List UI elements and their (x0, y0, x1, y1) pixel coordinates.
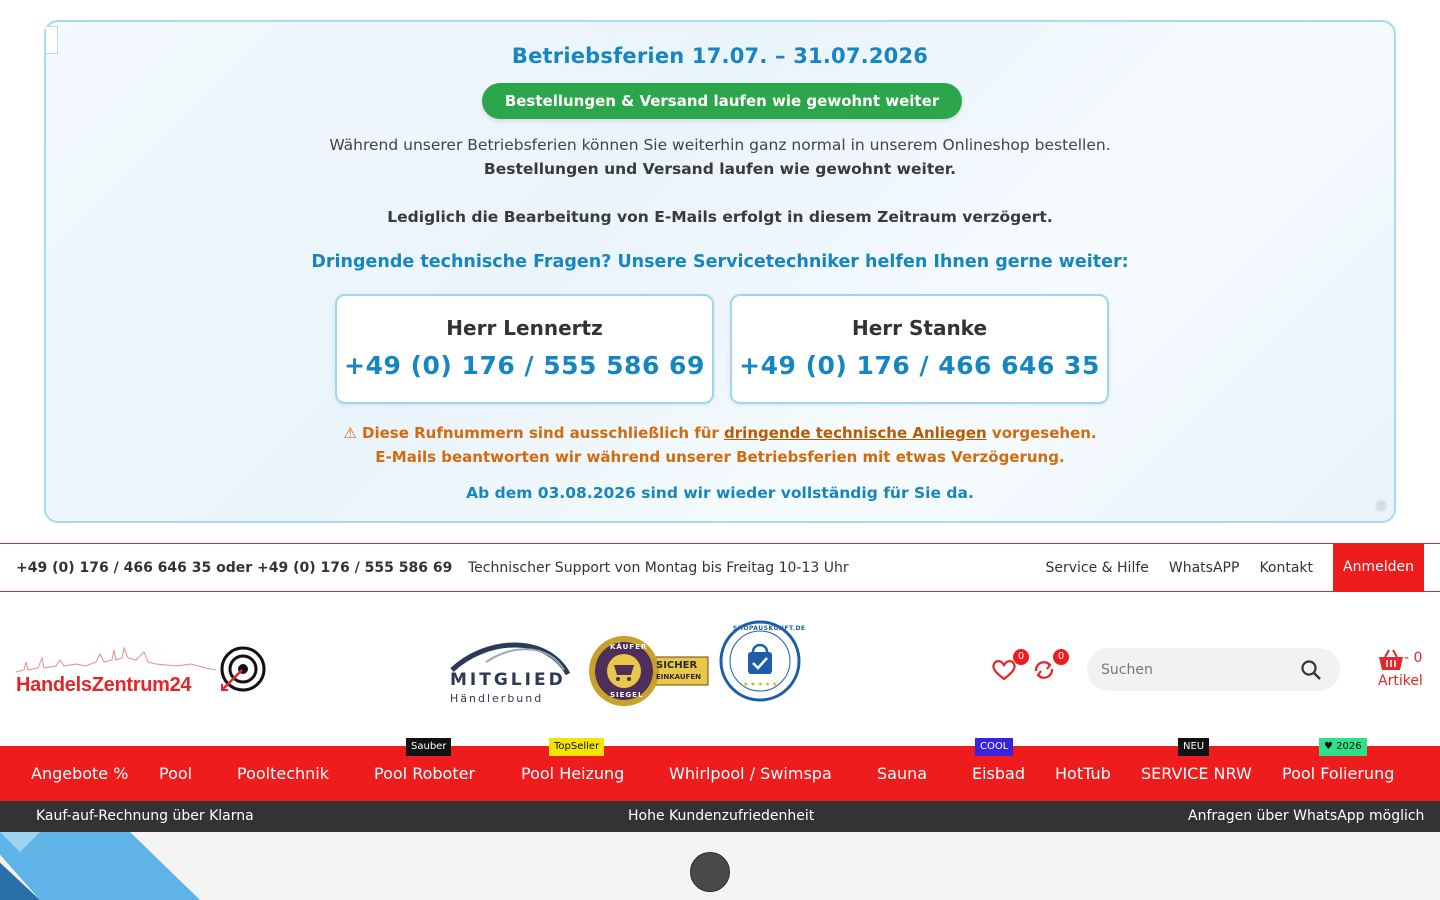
usp-satisfaction (608, 801, 814, 832)
tag-badge: COOL (975, 738, 1013, 756)
nav-label: Sauna (877, 764, 928, 783)
top-bar (0, 543, 1440, 592)
contact-card-stanke[interactable] (730, 294, 1109, 404)
notice-line-3: Lediglich die Bearbeitung von E-Mails erfolgt in diesem Zeitraum verzögert. (387, 208, 1053, 226)
nav-item-service-nrw[interactable] (1141, 741, 1252, 801)
nav-item-pooltechnik[interactable] (237, 746, 337, 801)
warning-text: ⚠ Diese Rufnummern sind ausschließlich für (343, 424, 725, 442)
nav-item-pool-heizung[interactable] (521, 741, 632, 801)
topbar-links (1025, 544, 1424, 591)
play-pause-button[interactable] (690, 852, 730, 892)
nav-item-angebote[interactable] (31, 746, 128, 801)
whatsapp-link[interactable]: WhatsAPP (1168, 559, 1240, 576)
sun-icon: ✹ (1372, 494, 1390, 518)
nav-item-pool[interactable] (159, 746, 200, 801)
login-button[interactable]: Anmelden (1333, 544, 1424, 591)
nav-label: Eisbad (972, 764, 1026, 783)
vacation-notice (44, 20, 1396, 523)
nav-label: Pool Folierung (1282, 764, 1395, 783)
service-help-link[interactable]: Service & Hilfe (1045, 559, 1149, 576)
basket-icon (1378, 649, 1404, 671)
contact-name: Herr Stanke (851, 316, 988, 340)
nav-item-whirlpool[interactable] (669, 746, 840, 801)
nav-item-pool-roboter[interactable] (374, 741, 483, 801)
siegel-right-text-2: EINKAUFEN (656, 673, 701, 681)
topbar-support-hours: Technischer Support von Montag bis Freitag 10-13 Uhr (468, 559, 849, 576)
shopauskunft-seal-icon (719, 620, 801, 702)
shopauskunft-badge[interactable] (719, 620, 806, 702)
nav-label: Pool Heizung (521, 764, 625, 783)
cart-button[interactable] (1376, 648, 1426, 692)
nav-label: Pooltechnik (237, 764, 330, 783)
contact-phone[interactable]: +49 (0) 176 / 466 646 35 (739, 351, 1100, 380)
tag-badge: Sauber (406, 738, 451, 756)
search-box (1087, 648, 1340, 691)
notice-warning-2: E-Mails beantworten wir während unserer Betriebsferien mit etwas Verzögerung. (375, 448, 1065, 466)
wishlist-count: 0 (1013, 649, 1029, 665)
topbar-phones[interactable]: +49 (0) 176 / 466 646 35 oder +49 (0) 176 / 555 586 69 (16, 559, 453, 576)
kaeufersiegel-seal-icon (588, 633, 710, 709)
contact-link[interactable]: Kontakt (1259, 559, 1314, 576)
wishlist-button[interactable] (991, 651, 1025, 683)
siegel-bottom-text: SIEGEL (610, 691, 644, 699)
tag-badge: NEU (1178, 738, 1209, 756)
siegel-top-text: KÄUFER (610, 643, 648, 651)
main-nav (0, 741, 1440, 801)
notice-title: Betriebsferien 17.07. – 31.07.2026 (511, 44, 929, 68)
usp-klarna (16, 801, 254, 832)
nav-label: Pool (159, 764, 193, 783)
contact-phone[interactable]: +49 (0) 176 / 555 586 69 (344, 351, 705, 380)
svg-text:★ ★ ★ ★ ★: ★ ★ ★ ★ ★ (743, 681, 778, 688)
nav-label: HotTub (1055, 764, 1111, 783)
usp-text: Anfragen über WhatsApp möglich (1188, 808, 1425, 824)
search-input[interactable] (1101, 648, 1291, 691)
notice-line-1: Während unserer Betriebsferien können Sie weiterhin ganz normal in unserem Onlineshop bestellen. (329, 136, 1111, 154)
nav-item-eisbad[interactable] (972, 741, 1026, 801)
notice-return-date: Ab dem 03.08.2026 sind wir wieder vollständig für Sie da. (466, 484, 974, 502)
nav-item-pool-folierung[interactable] (1282, 741, 1402, 801)
usp-whatsapp (1168, 801, 1424, 832)
haendlerbund-badge[interactable] (446, 636, 570, 706)
nav-label: Angebote % (31, 764, 129, 783)
tag-badge: TopSeller (549, 738, 604, 756)
hero-slider (0, 832, 1440, 900)
notice-status-pill: Bestellungen & Versand laufen wie gewohnt weiter (482, 83, 962, 119)
logo-text: HandelsZentrum24 (16, 674, 192, 696)
tag-badge: ♥ 2026 (1319, 738, 1367, 756)
nav-item-sauna[interactable] (877, 746, 935, 801)
urgent-technical-link[interactable]: dringende technische Anliegen (724, 424, 987, 442)
notice-subheading: Dringende technische Fragen? Unsere Servicetechniker helfen Ihnen gerne weiter: (311, 252, 1129, 272)
logo[interactable] (16, 640, 266, 700)
kaeufersiegel-badge[interactable] (588, 633, 710, 709)
haendlerbund-subtitle: Händlerbund (450, 692, 544, 705)
notice-line-2: Bestellungen und Versand laufen wie gewohnt weiter. (483, 160, 957, 178)
contact-card-lennertz[interactable] (335, 294, 714, 404)
cart-label: Artikel (1378, 673, 1423, 689)
hero-image-fragment (0, 832, 200, 900)
shopauskunft-text: SHOPAUSKUNFT.DE (733, 625, 806, 632)
warning-text: vorgesehen. (986, 424, 1097, 442)
nav-item-hottub[interactable] (1055, 746, 1111, 801)
siegel-right-text-1: SICHER (656, 660, 698, 671)
usp-text: Kauf-auf-Rechnung über Klarna (36, 808, 254, 824)
contact-name: Herr Lennertz (446, 316, 603, 340)
notice-warning-1 (46, 424, 1394, 442)
nav-label: Whirlpool / Swimspa (669, 764, 832, 783)
cart-count: - 0 (1404, 650, 1423, 666)
nav-label: SERVICE NRW (1141, 764, 1252, 783)
compare-button[interactable] (1031, 651, 1065, 683)
compare-count: 0 (1053, 649, 1069, 665)
haendlerbund-title: MITGLIED (450, 670, 566, 690)
usp-bar (0, 801, 1440, 832)
nav-label: Pool Roboter (374, 764, 476, 783)
search-icon[interactable] (1300, 659, 1322, 681)
usp-text: Hohe Kundenzufriedenheit (628, 808, 815, 824)
